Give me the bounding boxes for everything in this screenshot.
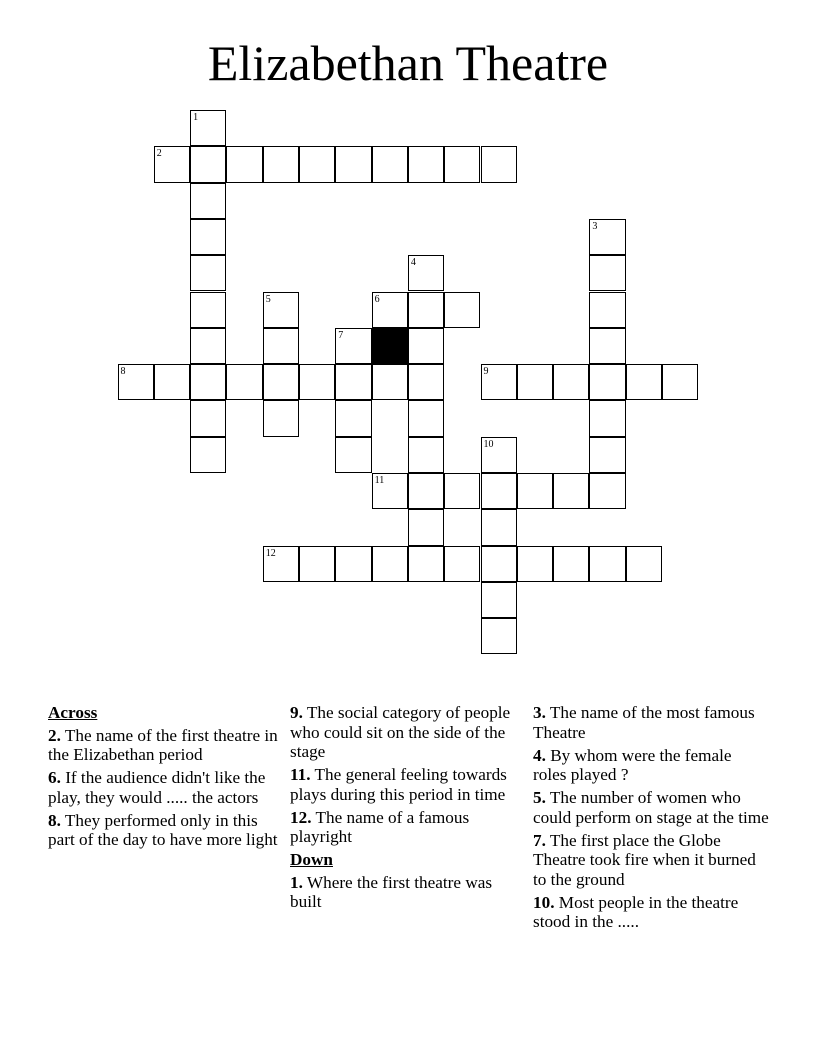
grid-cell[interactable] — [444, 146, 480, 182]
grid-cell[interactable] — [481, 546, 517, 582]
grid-cell[interactable] — [481, 582, 517, 618]
grid-cell[interactable] — [481, 618, 517, 654]
grid-cell[interactable] — [444, 292, 480, 328]
grid-cell[interactable] — [335, 400, 371, 436]
grid-cell[interactable] — [408, 437, 444, 473]
grid-cell[interactable] — [408, 146, 444, 182]
grid-cell[interactable] — [299, 364, 335, 400]
clue-column-3 — [533, 703, 769, 935]
clue-number-8: 8 — [120, 366, 126, 378]
clue-number-3: 3 — [592, 220, 598, 232]
page-title: Elizabethan Theatre — [207, 35, 609, 91]
grid-cell[interactable] — [263, 400, 299, 436]
grid-cell[interactable] — [226, 146, 262, 182]
grid-cell[interactable] — [408, 473, 444, 509]
grid-cell[interactable] — [190, 219, 226, 255]
grid-cell[interactable] — [553, 364, 589, 400]
clue-number-2: 2 — [156, 148, 162, 160]
grid-cell[interactable] — [517, 546, 553, 582]
grid-cell[interactable] — [190, 437, 226, 473]
grid-cell[interactable] — [263, 146, 299, 182]
grid-cell[interactable] — [226, 364, 262, 400]
grid-cell[interactable] — [408, 546, 444, 582]
clue-number-12: 12 — [265, 547, 276, 559]
clue-across-9: 9. The social category of people who could sit on the side of the stage — [290, 703, 511, 761]
grid-cell[interactable] — [444, 473, 480, 509]
clue-down-7: 7. The first place the Globe Theatre took fire when it burned to the ground — [533, 830, 756, 889]
grid-cell[interactable] — [481, 509, 517, 545]
grid-cell[interactable] — [335, 364, 371, 400]
grid-cell[interactable] — [517, 364, 553, 400]
grid-cell[interactable] — [553, 546, 589, 582]
grid-cell[interactable] — [263, 364, 299, 400]
grid-cell[interactable] — [408, 509, 444, 545]
grid-cell[interactable] — [408, 292, 444, 328]
clue-number-7: 7 — [338, 329, 344, 341]
clue-number-4: 4 — [410, 257, 416, 269]
clue-number-6: 6 — [374, 293, 380, 305]
grid-cell[interactable] — [335, 146, 371, 182]
grid-cell[interactable] — [372, 364, 408, 400]
clue-column-1 — [48, 703, 284, 853]
black-cell — [372, 328, 408, 364]
grid-cell[interactable] — [589, 328, 625, 364]
grid-cell[interactable] — [589, 473, 625, 509]
clue-number-1: 1 — [193, 112, 199, 123]
clue-down-1: 1. Where the first theatre was built — [290, 872, 493, 911]
grid-cell[interactable] — [335, 437, 371, 473]
clue-number-9: 9 — [483, 366, 489, 378]
clue-across-8: 8. They performed only in this part of the day to have more light — [48, 810, 278, 849]
grid-cell[interactable] — [626, 364, 662, 400]
clue-across-11: 11. The general feeling towards plays during this period in time — [290, 765, 507, 804]
clue-across-6: 6. If the audience didn't like the play, they would ..... the actors — [48, 768, 266, 807]
grid-cell[interactable] — [190, 146, 226, 182]
grid-cell[interactable] — [372, 146, 408, 182]
clue-number-10: 10 — [483, 438, 494, 450]
grid-cell[interactable] — [190, 292, 226, 328]
grid-cell[interactable] — [335, 546, 371, 582]
clue-column-2 — [290, 703, 526, 915]
grid-cell[interactable] — [589, 437, 625, 473]
grid-cell[interactable] — [626, 546, 662, 582]
grid-cell[interactable] — [662, 364, 698, 400]
across-heading: Across — [48, 703, 98, 722]
clue-down-10: 10. Most people in the theatre stood in the ..... — [533, 892, 739, 931]
grid-cell[interactable] — [190, 183, 226, 219]
clue-number-11: 11 — [374, 475, 385, 486]
clue-down-5: 5. The number of women who could perform on stage at the time — [533, 788, 769, 827]
grid-cell[interactable] — [190, 400, 226, 436]
clue-across-12: 12. The name of a famous playright — [290, 807, 470, 846]
grid-cell[interactable] — [372, 546, 408, 582]
grid-cell[interactable] — [444, 546, 480, 582]
grid-cell[interactable] — [299, 146, 335, 182]
grid-cell[interactable] — [481, 146, 517, 182]
grid-cell[interactable] — [481, 473, 517, 509]
grid-cell[interactable] — [190, 364, 226, 400]
grid-cell[interactable] — [589, 546, 625, 582]
grid-cell[interactable] — [553, 473, 589, 509]
grid-cell[interactable] — [408, 400, 444, 436]
grid-cell[interactable] — [154, 364, 190, 400]
clue-down-4: 4. By whom were the female roles played ? — [533, 745, 732, 784]
grid-cell[interactable] — [589, 364, 625, 400]
grid-cell[interactable] — [589, 255, 625, 291]
grid-cell[interactable] — [408, 364, 444, 400]
grid-cell[interactable] — [263, 328, 299, 364]
grid-cell[interactable] — [299, 546, 335, 582]
down-heading: Down — [290, 850, 333, 869]
grid-cell[interactable] — [408, 328, 444, 364]
grid-cell[interactable] — [190, 328, 226, 364]
grid-cell[interactable] — [190, 255, 226, 291]
grid-cell[interactable] — [589, 292, 625, 328]
clue-number-5: 5 — [265, 293, 271, 305]
clue-across-2: 2. The name of the first theatre in the Elizabethan period — [48, 725, 278, 764]
grid-cell[interactable] — [517, 473, 553, 509]
grid-cell[interactable] — [589, 400, 625, 436]
clue-down-3: 3. The name of the most famous Theatre — [533, 703, 755, 742]
